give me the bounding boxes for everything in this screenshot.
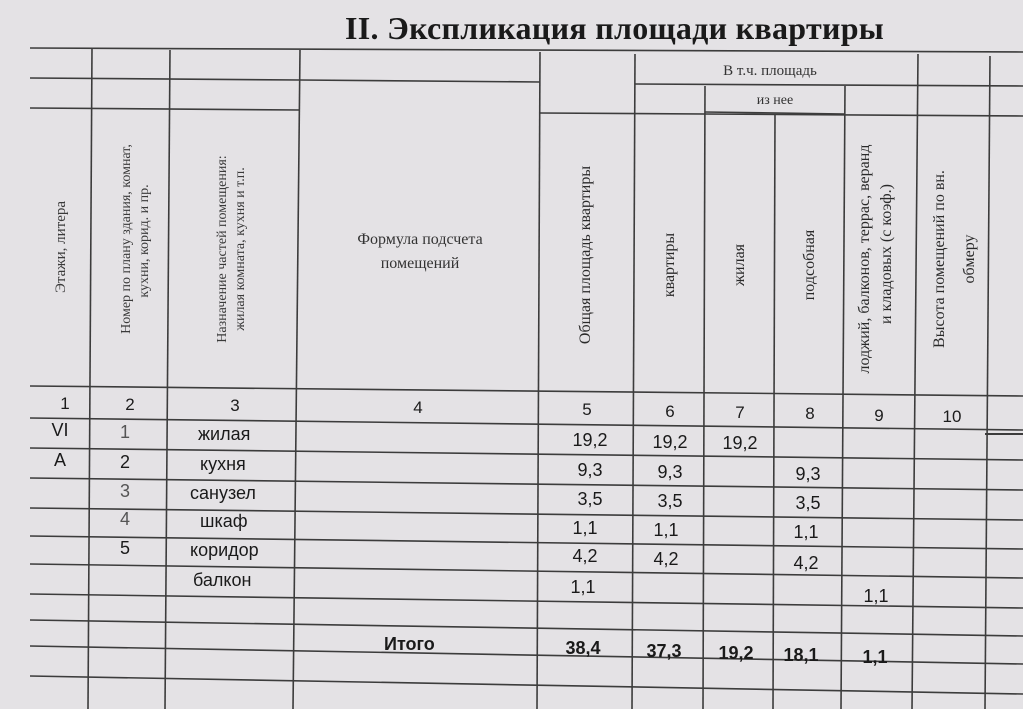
totals-label: Итого [384, 634, 435, 654]
header-height-b: обмеру [961, 234, 978, 284]
header-living: жилая [731, 243, 748, 287]
cell-auxiliary-area: 4,2 [793, 553, 819, 573]
header-room-purpose-a: Назначение частей помещения: [215, 155, 230, 343]
column-number: 8 [805, 404, 815, 423]
column-number: 10 [942, 407, 962, 426]
header-room-purpose-b: жилая комната, кухня и т.п. [233, 167, 248, 331]
header-formula-line2: помещений [380, 255, 460, 272]
header-room-number-a: Номер по плану здания, комнат, [119, 144, 134, 334]
cell-room-number: 5 [119, 538, 130, 558]
cell-apartment-area: 9,3 [657, 462, 683, 482]
cell-floor: А [53, 450, 66, 470]
cell-apartment-area: 4,2 [653, 549, 679, 569]
header-including-area: В т.ч. площадь [723, 63, 817, 79]
header-formula-line1: Формула подсчета [357, 231, 483, 248]
cell-total-area: 4,2 [572, 546, 598, 566]
cell-total-area: 1,1 [572, 518, 598, 538]
cell-room-number: 1 [119, 422, 130, 442]
cell-room-number: 2 [119, 452, 130, 472]
cell-total-area: 3,5 [577, 489, 603, 509]
column-number: 9 [874, 406, 884, 425]
cell-balcony-area: 1,1 [863, 586, 889, 606]
cell-apartment-area: 1,1 [653, 520, 679, 540]
column-number: 6 [665, 402, 675, 421]
cell-room-name: балкон [193, 570, 252, 590]
header-apartment: квартиры [661, 232, 678, 298]
totals-total-area: 38,4 [565, 638, 601, 658]
header-floors: Этажи, литера [53, 200, 69, 294]
cell-auxiliary-area: 3,5 [795, 493, 821, 513]
cell-room-name: жилая [198, 424, 251, 444]
cell-total-area: 1,1 [570, 577, 596, 597]
cell-room-number: 3 [119, 481, 130, 501]
cell-room-number: 4 [119, 509, 130, 529]
header-balconies-b: и кладовых (с коэф.) [878, 184, 895, 324]
cell-floor: VI [51, 420, 69, 440]
cell-auxiliary-area: 9,3 [795, 464, 821, 484]
cell-total-area: 9,3 [577, 460, 603, 480]
header-height-a: Высота помещений по вн. [931, 170, 948, 348]
cell-room-name: санузел [190, 483, 256, 503]
cell-room-name: коридор [190, 540, 259, 560]
column-number: 1 [60, 394, 70, 413]
cell-living-area: 19,2 [722, 433, 758, 453]
cell-auxiliary-area: 1,1 [793, 522, 819, 542]
header-formula [300, 228, 540, 276]
header-balconies-a: лоджий, балконов, террас, веранд [856, 144, 873, 374]
cell-apartment-area: 3,5 [657, 491, 683, 511]
totals-balcony-area: 1,1 [862, 647, 888, 667]
totals-auxiliary-area: 18,1 [783, 645, 819, 665]
cell-apartment-area: 19,2 [652, 432, 688, 452]
column-number: 2 [125, 395, 135, 414]
column-number: 7 [735, 403, 745, 422]
header-room-number-b: кухни, корид. и пр. [137, 184, 152, 298]
page-title: II. Экспликация площади квартиры [345, 10, 885, 46]
header-auxiliary: подсобная [801, 229, 818, 301]
totals-apartment-area: 37,3 [646, 641, 682, 661]
header-total-area: Общая площадь квартиры [577, 165, 594, 345]
totals-living-area: 19,2 [718, 643, 754, 663]
column-number: 5 [582, 400, 592, 419]
header-of-which: из нее [756, 93, 794, 108]
cell-room-name: кухня [200, 454, 246, 474]
cell-room-name: шкаф [200, 511, 248, 531]
cell-total-area: 19,2 [572, 430, 608, 450]
column-number: 4 [413, 398, 423, 417]
column-number: 3 [230, 396, 240, 415]
